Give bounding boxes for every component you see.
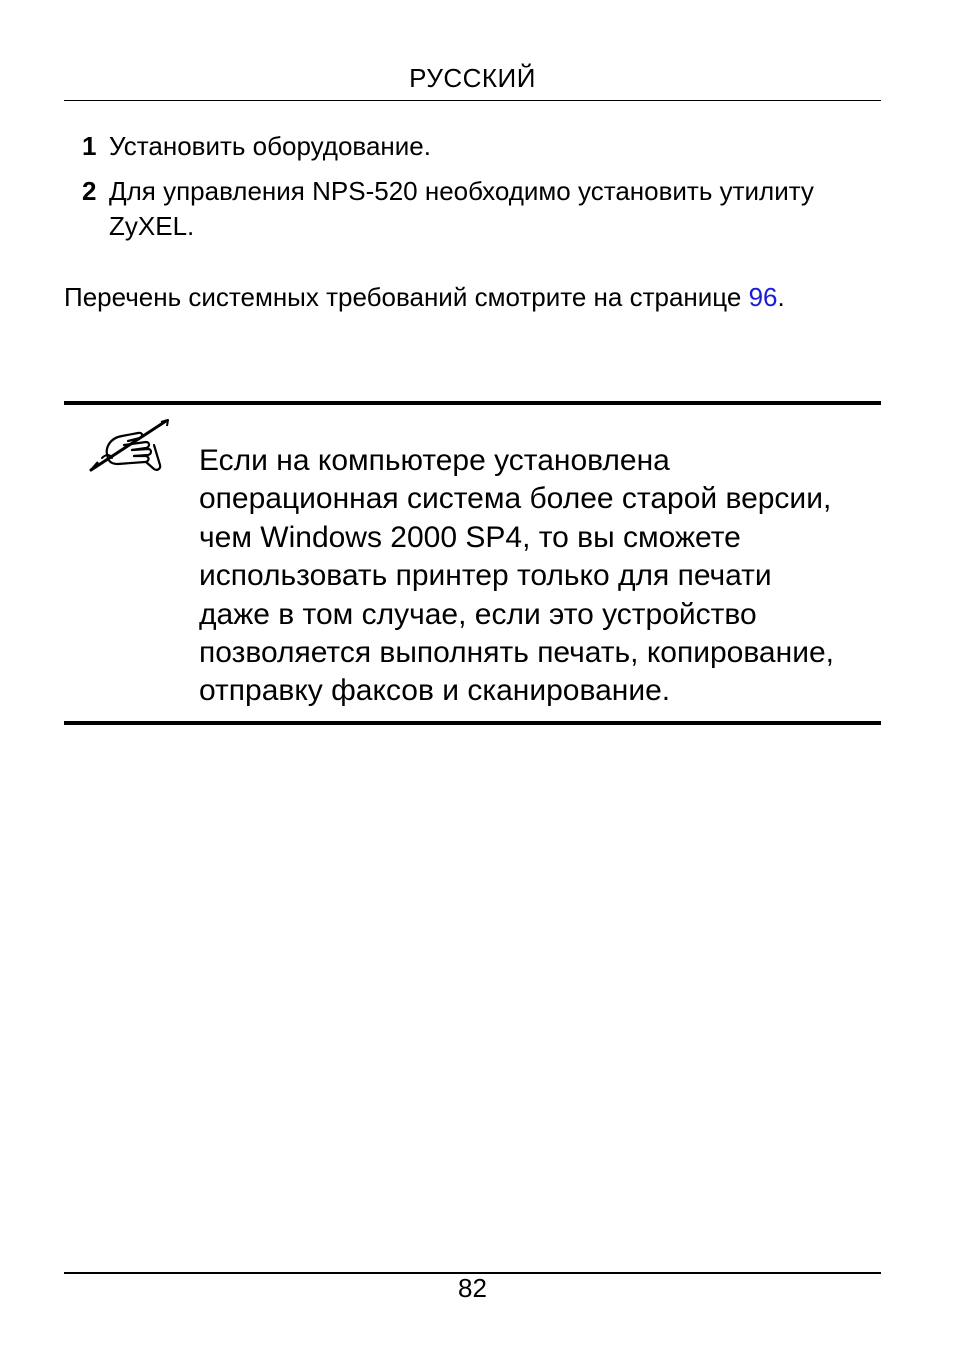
header-divider <box>64 100 881 101</box>
step-text: Установить оборудование. <box>109 131 431 161</box>
step-number: 2 <box>82 176 97 206</box>
note-pen-hand-icon <box>88 418 172 474</box>
install-steps-list <box>82 129 862 254</box>
page-header-title: РУССКИЙ <box>409 63 536 93</box>
step-item <box>82 174 862 244</box>
requirements-suffix: . <box>777 282 785 312</box>
step-item <box>82 129 862 164</box>
note-bottom-divider <box>64 721 881 725</box>
page-number: 82 <box>458 1273 487 1303</box>
note-top-divider <box>64 401 881 405</box>
requirements-paragraph <box>64 280 864 315</box>
step-number: 1 <box>82 131 97 161</box>
step-text: Для управления NPS-520 необходимо установить утилиту ZyXEL. <box>109 176 814 241</box>
note-text: Если на компьютере установлена операционная система более старой версии, чем Windows 2000 SP4, то вы сможете использовать принтер только для печати даже в том случае, если это устройство позволяется выполнять печать, копирование, отправку факсов и сканирование. <box>199 444 834 708</box>
page-reference-link[interactable]: 96 <box>748 282 778 312</box>
requirements-text: Перечень системных требований смотрите на странице <box>64 282 749 312</box>
